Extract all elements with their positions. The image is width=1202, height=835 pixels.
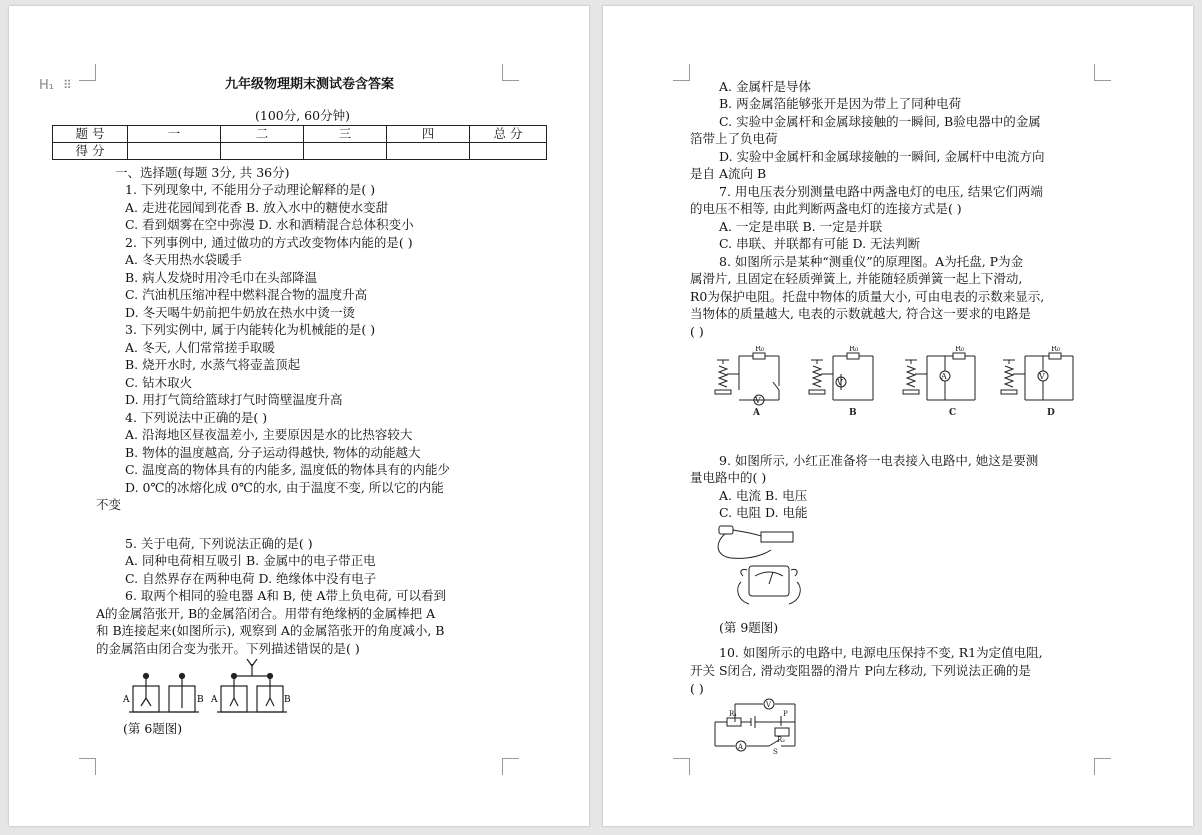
table-row xyxy=(53,143,547,160)
figure-10-circuit xyxy=(711,692,811,754)
question-text: 9. 如图所示, 小红正准备将一电表接入电路中, 她这是要测 xyxy=(719,453,1039,468)
option-text: A. 电流 B. 电压 xyxy=(719,488,808,503)
option-text: C. 自然界存在两种电荷 D. 绝缘体中没有电子 xyxy=(125,571,377,586)
option-text: A. 一定是串联 B. 一定是并联 xyxy=(719,219,883,234)
option-label: B xyxy=(849,408,857,418)
question-text: A的金属箔张开, B的金属箔闭合。用带有绝缘柄的金属棒把 A xyxy=(96,606,436,621)
score-cell[interactable] xyxy=(387,143,470,160)
circuit-symbol: R₀ xyxy=(1051,346,1061,353)
question-text: 量电路中的( ) xyxy=(690,470,767,485)
question-text: 属滑片, 且固定在轻质弹簧上, 并能随轻质弹簧一起上下滑动, xyxy=(690,271,1023,286)
option-text: A. 走进花园闻到花香 B. 放入水中的糖使水变甜 xyxy=(125,200,389,215)
option-text: 箔带上了负电荷 xyxy=(690,131,778,146)
crop-mark xyxy=(1094,64,1111,81)
question-text: 的电压不相等, 由此判断两盏电灯的连接方式是( ) xyxy=(690,201,962,216)
crop-mark xyxy=(1094,758,1111,775)
option-text: C. 汽油机压缩冲程中燃料混合物的温度升高 xyxy=(125,287,368,302)
crop-mark xyxy=(79,758,96,775)
option-text: A. 金属杆是导体 xyxy=(719,79,811,94)
score-cell[interactable] xyxy=(221,143,304,160)
circuit-symbol: A xyxy=(941,372,947,381)
question-text: 3. 下列实例中, 属于内能转化为机械能的是( ) xyxy=(125,322,376,337)
figure-label: A xyxy=(211,695,218,705)
table-header-cell: 题 号 xyxy=(53,126,128,143)
option-text: C. 实验中金属杆和金属球接触的一瞬间, B验电器中的金属 xyxy=(719,114,1041,129)
option-text: B. 烧开水时, 水蒸气将壶盖顶起 xyxy=(125,357,301,372)
table-header-cell: 四 xyxy=(387,126,470,143)
option-text: A. 冬天用热水袋暖手 xyxy=(125,252,242,267)
option-text: A. 同种电荷相互吸引 B. 金属中的电子带正电 xyxy=(125,553,376,568)
circuit-symbol: R₀ xyxy=(849,346,859,353)
heading-style-icon[interactable]: H₁ xyxy=(39,78,54,93)
figure-9-caption: (第 9题图) xyxy=(719,620,779,635)
circuit-symbol: S xyxy=(773,748,778,754)
option-text: B. 物体的温度越高, 分子运动得越快, 物体的动能越大 xyxy=(125,445,421,460)
crop-mark xyxy=(502,64,519,81)
crop-mark xyxy=(673,758,690,775)
option-text: C. 串联、并联都有可能 D. 无法判断 xyxy=(719,236,921,251)
circuit-symbol: R₀ xyxy=(955,346,965,353)
option-text: C. 钻木取火 xyxy=(125,375,193,390)
question-text: 6. 取两个相同的验电器 A和 B, 使 A带上负电荷, 可以看到 xyxy=(125,588,446,603)
option-text: 不变 xyxy=(96,497,122,512)
figure-8-circuits xyxy=(713,346,1093,418)
question-text: 开关 S闭合, 滑动变阻器的滑片 P向左移动, 下列说法正确的是 xyxy=(690,663,1031,678)
question-text: 4. 下列说法中正确的是( ) xyxy=(125,410,268,425)
option-text: B. 两金属箔能够张开是因为带上了同种电荷 xyxy=(719,96,962,111)
figure-6-electroscopes xyxy=(121,658,293,716)
question-text: 7. 用电压表分别测量电路中两盏电灯的电压, 结果它们两端 xyxy=(719,184,1043,199)
question-text: 的金属箔由闭合变为张开。下列描述错误的是( ) xyxy=(96,641,360,656)
circuit-symbol: V xyxy=(755,396,761,405)
document-page-1 xyxy=(9,6,589,826)
circuit-symbol: V xyxy=(766,701,772,709)
section-heading: 一、选择题(每题 3分, 共 36分) xyxy=(115,165,290,180)
circuit-symbol: P xyxy=(783,710,788,718)
option-text: D. 用打气筒给篮球打气时筒壁温度升高 xyxy=(125,392,343,407)
table-header-cell: 二 xyxy=(221,126,304,143)
figure-label: B xyxy=(197,695,204,705)
figure-label: A xyxy=(123,695,130,705)
option-text: C. 温度高的物体具有的内能多, 温度低的物体具有的内能少 xyxy=(125,462,451,477)
option-text: D. 实验中金属杆和金属球接触的一瞬间, 金属杆中电流方向 xyxy=(719,149,1045,164)
crop-mark xyxy=(79,64,96,81)
crop-mark xyxy=(673,64,690,81)
question-text: 和 B连接起来(如图所示), 观察到 A的金属箔张开的角度减小, B xyxy=(96,623,445,638)
table-header-cell: 三 xyxy=(304,126,387,143)
option-label: C xyxy=(949,408,957,418)
question-text: 当物体的质量越大, 电表的示数就越大, 符合这一要求的电路是 xyxy=(690,306,1031,321)
question-text: ( ) xyxy=(690,681,704,696)
option-text: C. 看到烟雾在空中弥漫 D. 水和酒精混合总体积变小 xyxy=(125,217,414,232)
crop-mark xyxy=(502,758,519,775)
page-title: 九年级物理期末测试卷含答案 xyxy=(225,77,395,92)
circuit-symbol: V xyxy=(1039,372,1045,381)
document-page-2 xyxy=(603,6,1193,826)
score-cell[interactable] xyxy=(470,143,547,160)
table-header-cell: 一 xyxy=(128,126,221,143)
option-text: B. 病人发烧时用冷毛巾在头部降温 xyxy=(125,270,318,285)
table-row-label: 得 分 xyxy=(53,143,128,160)
question-text: 8. 如图所示是某种“测重仪”的原理图。A为托盘, P为金 xyxy=(719,254,1024,269)
question-text: 2. 下列事例中, 通过做功的方式改变物体内能的是( ) xyxy=(125,235,413,250)
circuit-symbol: A xyxy=(738,743,744,751)
option-label: A xyxy=(753,408,760,418)
score-table xyxy=(52,125,547,160)
exam-subtitle: (100分, 60分钟) xyxy=(255,108,350,123)
option-text: A. 冬天, 人们常常搓手取暖 xyxy=(125,340,275,355)
circuit-symbol: R₀ xyxy=(755,346,765,353)
circuit-symbol: V xyxy=(837,378,843,387)
drag-handle-icon[interactable]: ⠿ xyxy=(63,78,70,92)
question-text: 1. 下列现象中, 不能用分子动理论解释的是( ) xyxy=(125,182,376,197)
circuit-symbol: R₂ xyxy=(777,736,786,744)
score-cell[interactable] xyxy=(304,143,387,160)
table-header-cell: 总 分 xyxy=(470,126,547,143)
question-text: ( ) xyxy=(690,324,704,339)
figure-9-meter xyxy=(711,522,811,606)
option-text: 是自 A流向 B xyxy=(690,166,767,181)
option-text: D. 0℃的冰熔化成 0℃的水, 由于温度不变, 所以它的内能 xyxy=(125,480,444,495)
circuit-symbol: R₁ xyxy=(729,710,738,718)
figure-label: B xyxy=(284,695,291,705)
score-cell[interactable] xyxy=(128,143,221,160)
option-text: A. 沿海地区昼夜温差小, 主要原因是水的比热容较大 xyxy=(125,427,413,442)
question-text: 5. 关于电荷, 下列说法正确的是( ) xyxy=(125,536,313,551)
option-text: C. 电阻 D. 电能 xyxy=(719,505,808,520)
figure-6-caption: (第 6题图) xyxy=(123,721,183,736)
question-text: 10. 如图所示的电路中, 电源电压保持不变, R1为定值电阻, xyxy=(719,645,1043,660)
option-text: D. 冬天喝牛奶前把牛奶放在热水中烫一烫 xyxy=(125,305,356,320)
option-label: D xyxy=(1047,408,1055,418)
table-row xyxy=(53,126,547,143)
question-text: R0为保护电阻。托盘中物体的质量大小, 可由电表的示数来显示, xyxy=(690,289,1045,304)
